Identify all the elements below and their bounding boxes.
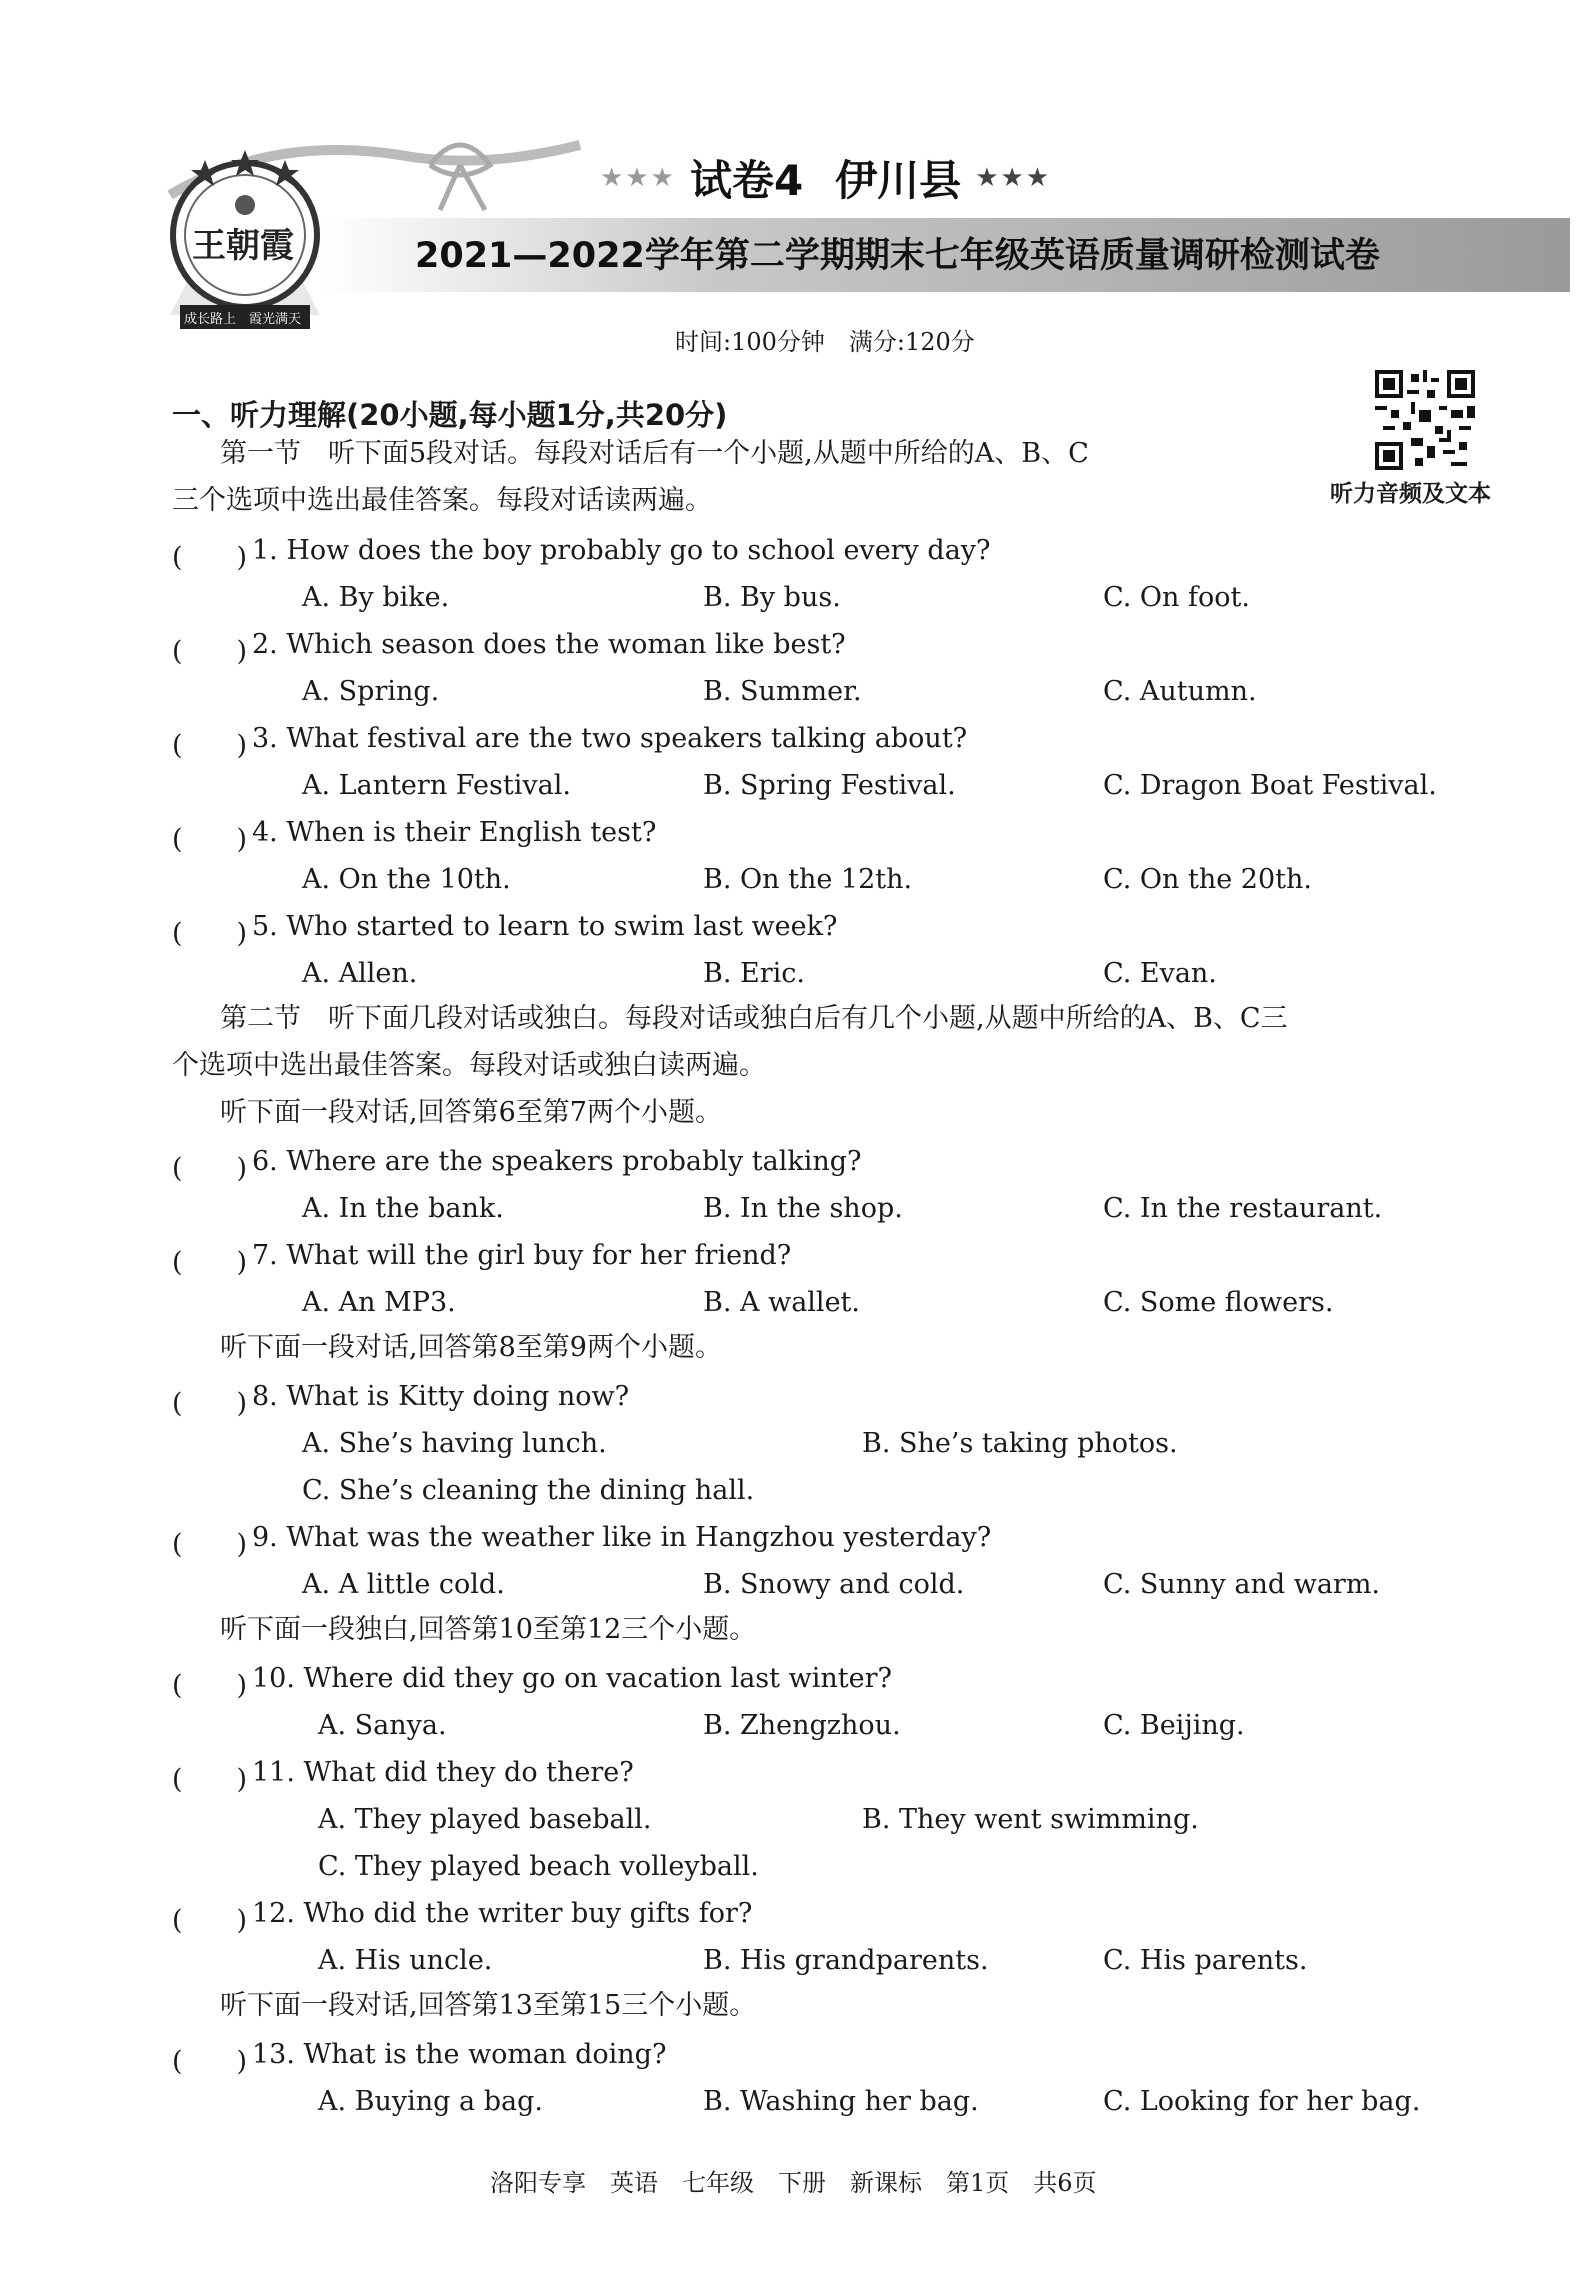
q2-option-c: C. Autumn. xyxy=(1103,676,1257,707)
question-5: 5. Who started to learn to swim last week? xyxy=(252,911,838,942)
q13-option-b: B. Washing her bag. xyxy=(703,2086,979,2117)
q7-option-c: C. Some flowers. xyxy=(1103,1287,1334,1318)
answer-blank-12[interactable]: ( ) xyxy=(172,1905,248,1936)
q2-option-a: A. Spring. xyxy=(302,676,440,707)
county-name: 伊川县 xyxy=(835,156,962,205)
q13-option-c: C. Looking for her bag. xyxy=(1103,2086,1421,2117)
question-13: 13. What is the woman doing? xyxy=(252,2039,667,2070)
q9-option-c: C. Sunny and warm. xyxy=(1103,1569,1381,1600)
q12-option-a: A. His uncle. xyxy=(318,1945,493,1976)
q5-option-b: B. Eric. xyxy=(703,958,805,989)
q12-option-b: B. His grandparents. xyxy=(703,1945,989,1976)
q3-option-c: C. Dragon Boat Festival. xyxy=(1103,770,1437,801)
qr-code[interactable] xyxy=(1375,370,1475,470)
answer-blank-7[interactable]: ( ) xyxy=(172,1247,248,1278)
question-4: 4. When is their English test? xyxy=(252,817,657,848)
question-10: 10. Where did they go on vacation last winter? xyxy=(252,1663,892,1694)
instruction-q6-7: 听下面一段对话,回答第6至第7两个小题。 xyxy=(220,1097,722,1128)
instruction-q8-9: 听下面一段对话,回答第8至第9两个小题。 xyxy=(220,1332,722,1363)
question-8: 8. What is Kitty doing now? xyxy=(252,1381,630,1412)
q8-option-b: B. She’s taking photos. xyxy=(862,1428,1178,1459)
q11-option-b: B. They went swimming. xyxy=(862,1804,1199,1835)
q4-option-a: A. On the 10th. xyxy=(302,864,511,895)
question-1: 1. How does the boy probably go to school every day? xyxy=(252,535,991,566)
answer-blank-11[interactable]: ( ) xyxy=(172,1764,248,1795)
q11-option-a: A. They played baseball. xyxy=(318,1804,652,1835)
part-2-instruction-line-2: 个选项中选出最佳答案。每段对话或独白读两遍。 xyxy=(172,1050,766,1081)
q5-option-a: A. Allen. xyxy=(302,958,418,989)
question-7: 7. What will the girl buy for her friend? xyxy=(252,1240,792,1271)
q9-option-a: A. A little cold. xyxy=(302,1569,505,1600)
question-9: 9. What was the weather like in Hangzhou yesterday? xyxy=(252,1522,992,1553)
q4-option-b: B. On the 12th. xyxy=(703,864,913,895)
q9-option-b: B. Snowy and cold. xyxy=(703,1569,965,1600)
stars-right: ★★★ xyxy=(975,163,1052,193)
question-3: 3. What festival are the two speakers talking about? xyxy=(252,723,968,754)
q7-option-b: B. A wallet. xyxy=(703,1287,860,1318)
exam-title: 试卷4 xyxy=(689,156,804,205)
answer-blank-13[interactable]: ( ) xyxy=(172,2046,248,2077)
question-12: 12. Who did the writer buy gifts for? xyxy=(252,1898,753,1929)
section-1-title: 一、听力理解(20小题,每小题1分,共20分) xyxy=(172,398,728,432)
answer-blank-8[interactable]: ( ) xyxy=(172,1388,248,1419)
answer-blank-5[interactable]: ( ) xyxy=(172,918,248,949)
q8-option-a: A. She’s having lunch. xyxy=(302,1428,607,1459)
q13-option-a: A. Buying a bag. xyxy=(318,2086,543,2117)
part-2-instruction-line-1: 第二节 听下面几段对话或独白。每段对话或独白后有几个小题,从题中所给的A、B、C三 xyxy=(220,1003,1288,1034)
q1-option-b: B. By bus. xyxy=(703,582,841,613)
answer-blank-1[interactable]: ( ) xyxy=(172,542,248,573)
answer-blank-9[interactable]: ( ) xyxy=(172,1529,248,1560)
instruction-q10-12: 听下面一段独白,回答第10至第12三个小题。 xyxy=(220,1614,757,1645)
qr-caption: 听力音频及文本 xyxy=(1330,481,1491,507)
q3-option-a: A. Lantern Festival. xyxy=(302,770,571,801)
exam-title-line xyxy=(600,148,1051,208)
q11-option-c: C. They played beach volleyball. xyxy=(318,1851,759,1882)
brand-logo xyxy=(150,140,340,340)
page-footer: 洛阳专享 英语 七年级 下册 新课标 第1页 共6页 xyxy=(490,2169,1097,2197)
question-2: 2. Which season does the woman like best? xyxy=(252,629,846,660)
question-6: 6. Where are the speakers probably talking? xyxy=(252,1146,862,1177)
q2-option-b: B. Summer. xyxy=(703,676,862,707)
q10-option-b: B. Zhengzhou. xyxy=(703,1710,901,1741)
q7-option-a: A. An MP3. xyxy=(302,1287,456,1318)
q1-option-c: C. On foot. xyxy=(1103,582,1250,613)
q5-option-c: C. Evan. xyxy=(1103,958,1217,989)
part-1-instruction-line-1: 第一节 听下面5段对话。每段对话后有一个小题,从题中所给的A、B、C xyxy=(220,438,1089,469)
time-and-score: 时间:100分钟 满分:120分 xyxy=(675,328,975,356)
q6-option-b: B. In the shop. xyxy=(703,1193,903,1224)
q10-option-c: C. Beijing. xyxy=(1103,1710,1245,1741)
q3-option-b: B. Spring Festival. xyxy=(703,770,956,801)
q6-option-a: A. In the bank. xyxy=(302,1193,504,1224)
q4-option-c: C. On the 20th. xyxy=(1103,864,1312,895)
answer-blank-2[interactable]: ( ) xyxy=(172,636,248,667)
question-11: 11. What did they do there? xyxy=(252,1757,634,1788)
instruction-q13-15: 听下面一段对话,回答第13至第15三个小题。 xyxy=(220,1990,757,2021)
answer-blank-3[interactable]: ( ) xyxy=(172,730,248,761)
q1-option-a: A. By bike. xyxy=(302,582,450,613)
logo-text: 王朝霞 xyxy=(192,226,294,266)
part-1-instruction-line-2: 三个选项中选出最佳答案。每段对话读两遍。 xyxy=(172,485,712,516)
q12-option-c: C. His parents. xyxy=(1103,1945,1308,1976)
logo-motto: 成长路上 霞光满天 xyxy=(184,312,302,327)
answer-blank-4[interactable]: ( ) xyxy=(172,824,248,855)
answer-blank-6[interactable]: ( ) xyxy=(172,1153,248,1184)
q6-option-c: C. In the restaurant. xyxy=(1103,1193,1383,1224)
answer-blank-10[interactable]: ( ) xyxy=(172,1670,248,1701)
q10-option-a: A. Sanya. xyxy=(318,1710,447,1741)
exam-subtitle: 2021—2022学年第二学期期末七年级英语质量调研检测试卷 xyxy=(415,236,1380,276)
stars-left: ★★★ xyxy=(600,163,676,193)
q8-option-c: C. She’s cleaning the dining hall. xyxy=(302,1475,755,1506)
